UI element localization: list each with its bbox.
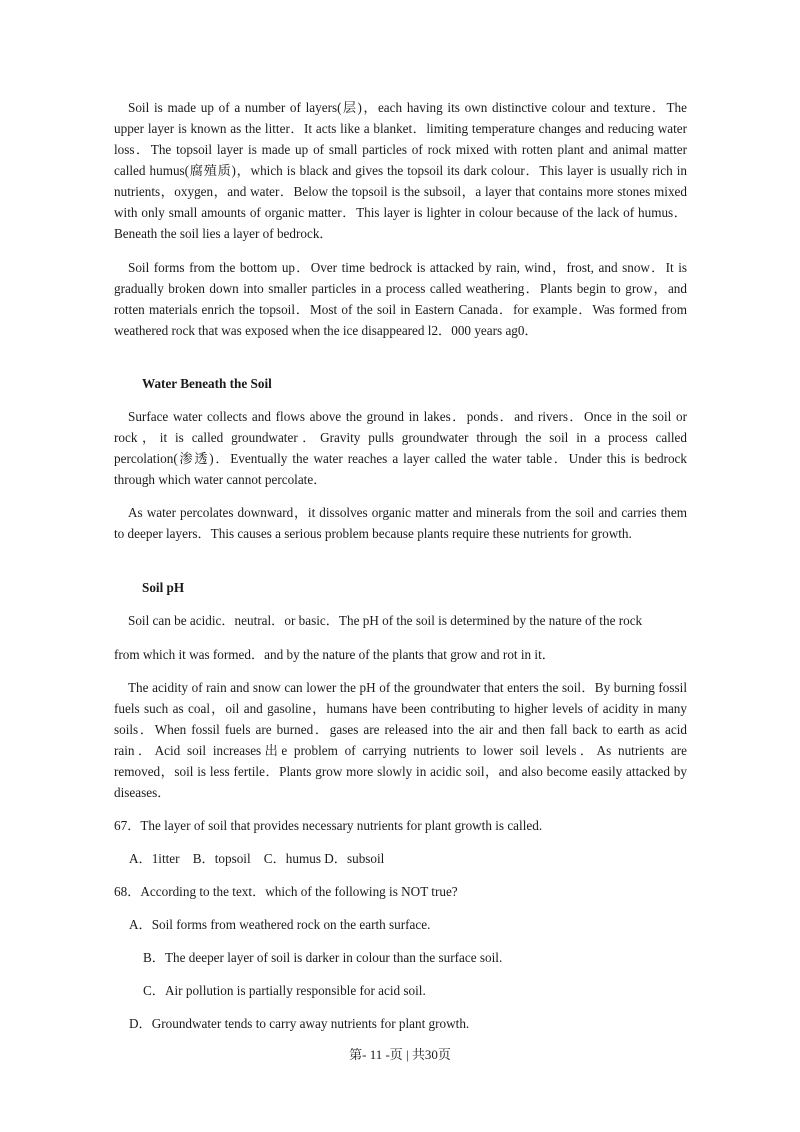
question-68-option-c: C．Air pollution is partially responsible for acid soil. xyxy=(143,983,426,998)
question-68-stem: 68．According to the text．which of the following is NOT true? xyxy=(114,884,458,899)
page-footer: 第- 11 -页 | 共30页 xyxy=(349,1047,451,1062)
question-67-stem: 67．The layer of soil that provides necessary nutrients for plant growth is called. xyxy=(114,818,543,833)
heading-water-beneath-soil: Water Beneath the Soil xyxy=(142,376,272,391)
paragraph-acid-rain: The acidity of rain and snow can lower the pH of the groundwater that enters the soil．By burning fossil fuels such as coal，oil and gasoline，humans have been contributing to higher levels of acidity in many soils．When fossil fuels are burned．gases are released into the air and then fall back to earth as acid rain．Acid soil increases出e problem of carrying nutrients to lower soil levels．As nutrients are removed，soil is less fertile．Plants grow more slowly in acidic soil，and also become easily attacked by diseases． xyxy=(114,680,687,800)
question-68-option-b: B．The deeper layer of soil is darker in colour than the surface soil. xyxy=(143,950,503,965)
heading-soil-ph: Soil pH xyxy=(142,580,185,595)
paragraph-soil-ph-line-1: Soil can be acidic．neutral．or basic．The pH of the soil is determined by the nature of the rock xyxy=(128,613,643,628)
paragraph-percolation: As water percolates downward，it dissolves organic matter and minerals from the soil and carries them to deeper layers．This causes a serious problem because plants require these nutrients for growth. xyxy=(114,505,687,541)
paragraph-soil-ph-line-2: from which it was formed．and by the nature of the plants that grow and rot in it． xyxy=(114,647,555,662)
paragraph-groundwater: Surface water collects and flows above the ground in lakes．ponds．and rivers．Once in the soil or rock，it is called groundwater．Gravity pulls groundwater through the soil in a process called percolation(渗透)．Eventually the water reaches a layer called the water table．Under this is bedrock through which water cannot percolate． xyxy=(114,409,687,487)
question-68-option-a: A．Soil forms from weathered rock on the earth surface. xyxy=(129,917,431,932)
paragraph-soil-layers: Soil is made up of a number of layers(层)，each having its own distinctive colour and texture．The upper layer is known as the litter．It acts like a blanket．limiting temperature changes and reducing water loss．The topsoil layer is made up of small particles of rock mixed with rotten plant and animal matter called humus(腐殖质)，which is black and gives the topsoil its dark colour．This layer is usually rich in nutrients，oxygen，and water．Below the topsoil is the subsoil，a layer that contains more stones mixed with only small amounts of organic matter．This layer is lighter in colour because of the lack of humus．Beneath the soil lies a layer of bedrock． xyxy=(114,100,687,241)
question-67-options: A．1itter B．topsoil C．humus D．subsoil xyxy=(129,851,385,866)
paragraph-soil-formation: Soil forms from the bottom up．Over time bedrock is attacked by rain, wind，frost, and snow．It is gradually broken down into smaller particles in a process called weathering．Plants begin to grow，and rotten materials enrich the topsoil．Most of the soil in Eastern Canada．for example．Was formed from weathered rock that was exposed when the ice disappeared l2．000 years ag0． xyxy=(114,260,687,338)
question-68-option-d: D．Groundwater tends to carry away nutrients for plant growth. xyxy=(129,1016,470,1031)
